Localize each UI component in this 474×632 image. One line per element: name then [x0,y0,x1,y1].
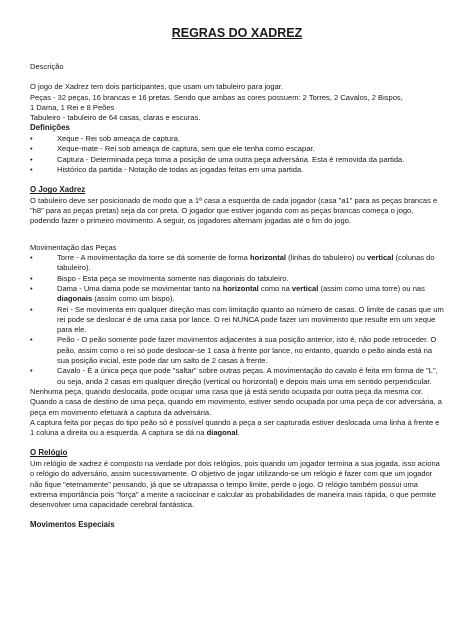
section-heading-movimentacao: Movimentação das Peças [30,242,117,252]
piece-item-dama: • Dama - Uma dama pode se movimentar tanto na horizontal como na vertical (assim como uma torre) ou nas diagonais (assim como um bispo). [30,283,425,304]
movimentacao-paragraph: Nenhuma peça, quando deslocada, pode ocupar uma casa que já está sendo ocupada por outra peça da mesma cor. [30,386,424,396]
bullet-icon: • [30,304,33,314]
bullet-icon: • [30,144,33,154]
bullet-icon: • [30,273,33,283]
section-heading-especiais: Movimentos Especiais [30,520,115,530]
descricao-line: 1 Dama, 1 Rei e 8 Peões [30,102,115,112]
bullet-icon: • [30,134,33,144]
definition-item: • Histórico da partida - Notação de todas as jogadas feitas em uma partida. [30,164,304,174]
section-heading-relogio: O Relógio [30,448,68,458]
document-title: REGRAS DO XADREZ [171,26,303,40]
definition-item: • Xeque - Rei sob ameaça de captura. [30,134,180,144]
piece-item-torre: • Torre - A movimentação da torre se dá somente de forma horizontal (linhas do tabuleiro) ou vertical (colunas do tabuleiro). [30,253,435,273]
definition-item: • Captura - Determinada peça toma a posição de uma outra peça adversária. Esta é removida da partida. [30,154,405,164]
piece-item-cavalo: • Cavalo - É a única peça que pode "saltar" sobre outras peças. A movimentação do cavalo é feita em forma de "L", ou seja, anda 2 casas em qualquer direção (vertical ou horizontal) e depois mais uma em sentido perpendicular. [30,366,438,386]
bullet-icon: • [30,253,33,263]
bullet-icon: • [30,366,33,376]
movimentacao-paragraph: A captura feita por peças do tipo peão só é possível quando a peça a ser capturada estiver deslocada uma linha à frente e 1 coluna a direita ou a esquerda. A captura se dá na diagonal. [30,417,440,438]
descricao-line: O jogo de Xadrez tem dois participantes, que usam um tabuleiro para jogar. [30,82,283,92]
bullet-icon: • [30,164,33,174]
section-heading-definicoes: Definições [30,123,70,133]
movimentacao-paragraph: Quando a casa de destino de uma peça, quando em movimento, estiver sendo ocupada por uma peça de cor adversária, a peça em movimento efetuará a captura da adversária. [30,397,442,417]
definition-item: • Xeque-mate - Rei sob ameaça de captura, sem que ele tenha como escapar. [30,144,315,154]
bullet-icon: • [30,335,33,345]
relogio-paragraph: Um relógio de xadrez é composto na verdade por dois relógios, pois quando um jogador termina a sua jogada, isso aciona o relógio do adversário, assim sucessivamente. O objetivo de jogar utilizando-se um relógio é fazer com que um jogador não fique "eternamente" pensando, já que se ultrapassa o tempo limite, perde o jogo. O relógio também possui uma extrema importância pois "força" a mente a raciocinar e calcular as probabilidades de maneira mais rápida, o que permite desenvolver uma capacidade cerebral fantástica. [30,458,440,510]
piece-item-rei: • Rei - Se movimenta em qualquer direção mas com limitação quanto ao número de casas. O limite de casas que um rei pode se deslocar é de uma casa por lance. O rei NUNCA pode fazer um movimento que resulte em um xeque para ele. [30,304,444,335]
section-heading-descricao: Descrição [30,62,64,71]
jogo-paragraph: O tabuleiro deve ser posicionado de modo que a 1ª casa a esquerda de cada jogador (casa "a1" para as peças brancas e "h8" para as peças pretas) seja da cor preta. O jogador que estiver jogando com as peças brancas começa o jogo, podendo fazer o primeiro movimento. A seguir, os jogadores alternam jogadas até o fim do jogo. [30,195,438,226]
piece-item-bispo: • Bispo - Esta peça se movimenta somente nas diagonais do tabuleiro. [30,273,289,283]
descricao-line: Tabuleiro - tabuleiro de 64 casas, claras e escuras. [30,113,201,123]
bullet-icon: • [30,283,33,293]
section-heading-jogo: O Jogo Xadrez [30,185,86,195]
descricao-line: Peças - 32 peças, 16 brancas e 16 pretas. Sendo que ambas as cores possuem: 2 Torres, 2 Cavalos, 2 Bispos, [30,92,403,102]
bullet-icon: • [30,154,33,164]
piece-item-peao: • Peão - O peão somente pode fazer movimentos adjacentes à sua posição anterior, isto é, não pode retroceder. O peão, assim como o rei só pode deslocar-se 1 casa à frente por lance, no entanto, quando o peão ainda está na sua posição inicial, este pode dar um salto de 2 casas à frente. [30,335,437,366]
